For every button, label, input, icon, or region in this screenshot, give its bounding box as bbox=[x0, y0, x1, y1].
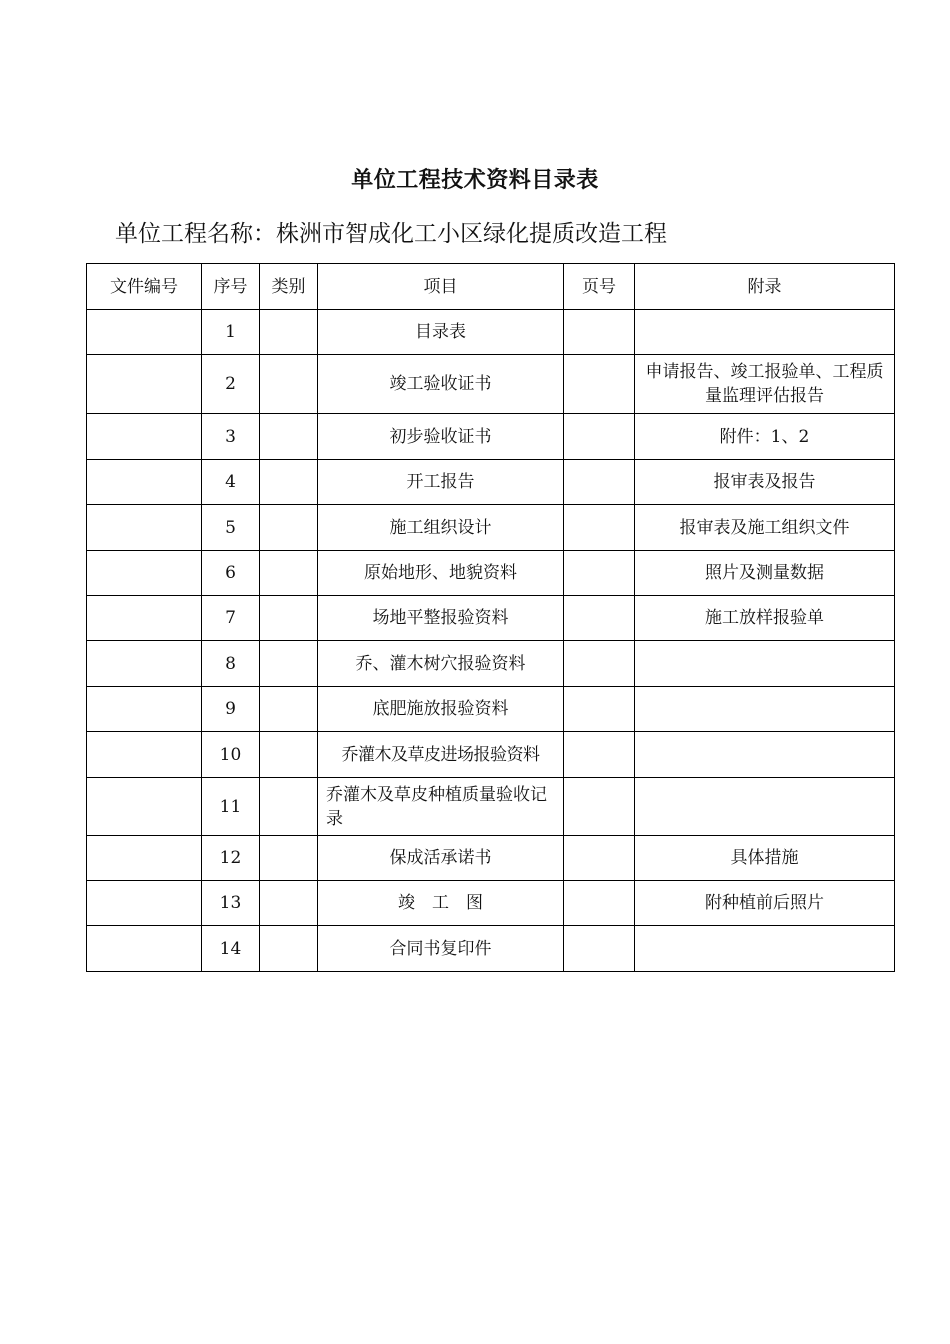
cell-file-no bbox=[87, 778, 202, 836]
cell-appendix: 附种植前后照片 bbox=[635, 881, 895, 926]
cell-category bbox=[260, 414, 318, 460]
cell-page bbox=[564, 355, 635, 414]
cell-file-no bbox=[87, 687, 202, 732]
cell-seq: 1 bbox=[202, 310, 260, 355]
cell-seq: 4 bbox=[202, 460, 260, 505]
cell-page bbox=[564, 836, 635, 881]
cell-seq: 10 bbox=[202, 732, 260, 778]
cell-seq: 3 bbox=[202, 414, 260, 460]
cell-file-no bbox=[87, 732, 202, 778]
cell-file-no bbox=[87, 414, 202, 460]
cell-category bbox=[260, 355, 318, 414]
cell-page bbox=[564, 687, 635, 732]
cell-item: 原始地形、地貌资料 bbox=[318, 551, 564, 596]
table-row bbox=[87, 687, 895, 732]
cell-page bbox=[564, 881, 635, 926]
cell-category bbox=[260, 310, 318, 355]
cell-file-no bbox=[87, 551, 202, 596]
table-row bbox=[87, 414, 895, 460]
cell-item: 合同书复印件 bbox=[318, 926, 564, 972]
cell-seq: 13 bbox=[202, 881, 260, 926]
cell-file-no bbox=[87, 881, 202, 926]
cell-file-no bbox=[87, 926, 202, 972]
table-row bbox=[87, 778, 895, 836]
cell-appendix bbox=[635, 926, 895, 972]
cell-page bbox=[564, 414, 635, 460]
header-page: 页号 bbox=[564, 264, 635, 310]
cell-file-no bbox=[87, 310, 202, 355]
table-row bbox=[87, 732, 895, 778]
cell-seq: 14 bbox=[202, 926, 260, 972]
cell-file-no bbox=[87, 460, 202, 505]
cell-page bbox=[564, 732, 635, 778]
cell-category bbox=[260, 505, 318, 551]
header-file-no: 文件编号 bbox=[87, 264, 202, 310]
table-row bbox=[87, 310, 895, 355]
project-name-line: 单位工程名称：株洲市智成化工小区绿化提质改造工程 bbox=[115, 221, 667, 247]
cell-item: 施工组织设计 bbox=[318, 505, 564, 551]
cell-appendix: 具体措施 bbox=[635, 836, 895, 881]
cell-category bbox=[260, 596, 318, 641]
cell-file-no bbox=[87, 355, 202, 414]
header-category: 类别 bbox=[260, 264, 318, 310]
cell-item: 场地平整报验资料 bbox=[318, 596, 564, 641]
cell-item: 初步验收证书 bbox=[318, 414, 564, 460]
cell-item: 底肥施放报验资料 bbox=[318, 687, 564, 732]
cell-appendix: 附件：1、2 bbox=[635, 414, 895, 460]
cell-page bbox=[564, 310, 635, 355]
cell-item: 竣工验收证书 bbox=[318, 355, 564, 414]
cell-item: 保成活承诺书 bbox=[318, 836, 564, 881]
cell-file-no bbox=[87, 836, 202, 881]
cell-category bbox=[260, 836, 318, 881]
cell-page bbox=[564, 551, 635, 596]
table-row bbox=[87, 836, 895, 881]
cell-item: 竣 工 图 bbox=[318, 881, 564, 926]
catalog-table bbox=[86, 263, 895, 972]
cell-category bbox=[260, 778, 318, 836]
cell-page bbox=[564, 460, 635, 505]
cell-appendix bbox=[635, 732, 895, 778]
cell-category bbox=[260, 881, 318, 926]
table-row bbox=[87, 551, 895, 596]
cell-page bbox=[564, 926, 635, 972]
cell-appendix bbox=[635, 641, 895, 687]
cell-item: 乔、灌木树穴报验资料 bbox=[318, 641, 564, 687]
cell-item: 目录表 bbox=[318, 310, 564, 355]
cell-appendix: 施工放样报验单 bbox=[635, 596, 895, 641]
cell-seq: 6 bbox=[202, 551, 260, 596]
cell-category bbox=[260, 641, 318, 687]
document-title: 单位工程技术资料目录表 bbox=[351, 168, 599, 193]
table-row bbox=[87, 881, 895, 926]
cell-appendix: 照片及测量数据 bbox=[635, 551, 895, 596]
cell-seq: 2 bbox=[202, 355, 260, 414]
table-row bbox=[87, 596, 895, 641]
cell-seq: 5 bbox=[202, 505, 260, 551]
cell-appendix bbox=[635, 778, 895, 836]
cell-seq: 9 bbox=[202, 687, 260, 732]
cell-file-no bbox=[87, 641, 202, 687]
cell-category bbox=[260, 551, 318, 596]
cell-category bbox=[260, 926, 318, 972]
cell-seq: 12 bbox=[202, 836, 260, 881]
cell-page bbox=[564, 778, 635, 836]
cell-appendix: 申请报告、竣工报验单、工程质量监理评估报告 bbox=[635, 355, 895, 414]
cell-item: 乔灌木及草皮进场报验资料 bbox=[318, 732, 564, 778]
cell-file-no bbox=[87, 596, 202, 641]
cell-seq: 8 bbox=[202, 641, 260, 687]
cell-file-no bbox=[87, 505, 202, 551]
table-row bbox=[87, 505, 895, 551]
cell-page bbox=[564, 641, 635, 687]
cell-appendix bbox=[635, 687, 895, 732]
cell-page bbox=[564, 505, 635, 551]
cell-appendix: 报审表及施工组织文件 bbox=[635, 505, 895, 551]
cell-item: 开工报告 bbox=[318, 460, 564, 505]
cell-category bbox=[260, 687, 318, 732]
header-item: 项目 bbox=[318, 264, 564, 310]
table-row bbox=[87, 355, 895, 414]
table-row bbox=[87, 926, 895, 972]
cell-category bbox=[260, 460, 318, 505]
cell-seq: 11 bbox=[202, 778, 260, 836]
table-row bbox=[87, 460, 895, 505]
header-appendix: 附录 bbox=[635, 264, 895, 310]
header-seq: 序号 bbox=[202, 264, 260, 310]
cell-appendix bbox=[635, 310, 895, 355]
cell-item: 乔灌木及草皮种植质量验收记录 bbox=[318, 778, 564, 836]
header-row bbox=[87, 264, 895, 310]
cell-category bbox=[260, 732, 318, 778]
cell-seq: 7 bbox=[202, 596, 260, 641]
cell-page bbox=[564, 596, 635, 641]
table-row bbox=[87, 641, 895, 687]
cell-appendix: 报审表及报告 bbox=[635, 460, 895, 505]
